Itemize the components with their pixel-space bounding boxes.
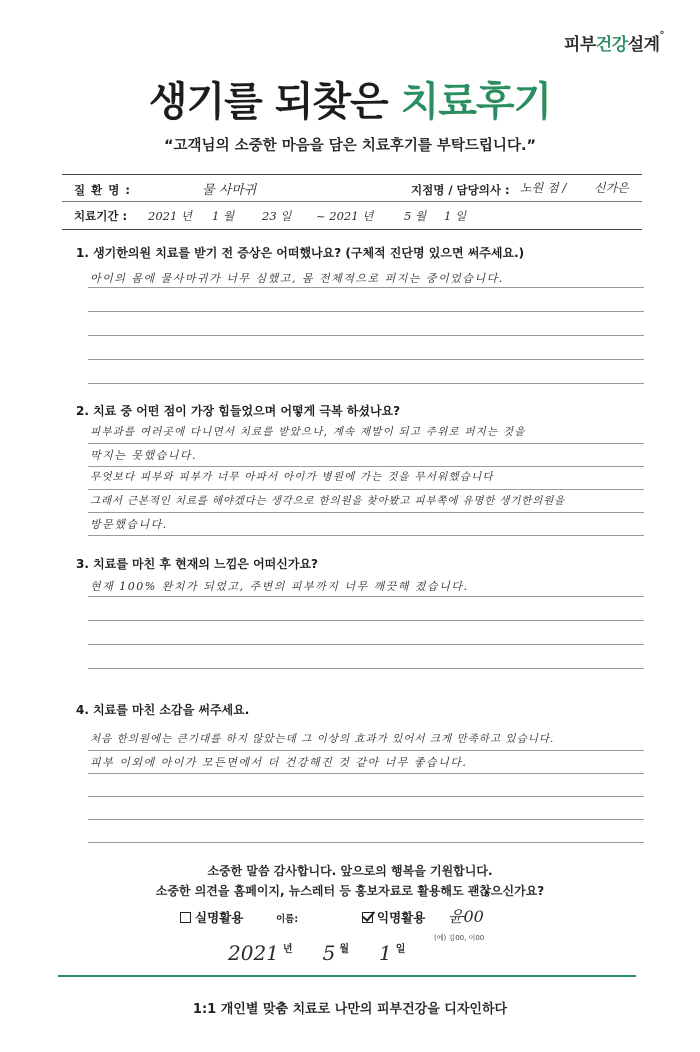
answer-4-line-2: 피부 이외에 아이가 모든면에서 더 건강해진 것 같아 너무 좋습니다. [90, 756, 468, 769]
title-highlight: 치료후기 [400, 79, 552, 125]
answer-rule [88, 535, 644, 536]
period-start-day: 23 일 [262, 209, 292, 223]
answer-rule [88, 644, 644, 645]
answer-rule [88, 489, 644, 490]
date-year: 2021 [228, 941, 279, 965]
question-2-label: 2. 치료 중 어떤 점이 가장 힘들었으며 어떻게 극복 하셨나요? [76, 404, 401, 418]
answer-rule [88, 596, 644, 597]
period-end-day: 1 일 [444, 209, 467, 223]
signature-name: 윤00 [448, 907, 484, 926]
date-unit-year: 년 [282, 944, 293, 955]
thanks-line-2: 소중한 의견을 홈페이지, 뉴스레터 등 홍보자료로 활용해도 괜찮으신가요? [155, 884, 545, 898]
answer-rule [88, 668, 644, 669]
answer-rule [88, 335, 644, 336]
answer-2-line-5: 방문했습니다. [90, 518, 168, 531]
answer-rule [88, 359, 644, 360]
brand-mark: ° [659, 30, 664, 41]
answer-2-line-4: 그래서 근본적인 치료를 해야겠다는 생각으로 한의원을 찾아봤고 피부쪽에 유명한 생기한의원을 [90, 495, 565, 507]
anonymous-label: 익명활용 [377, 910, 426, 925]
answer-rule [88, 842, 644, 843]
anonymous-checkbox-checked-icon[interactable] [362, 912, 373, 923]
info-row-period [66, 201, 640, 229]
answer-rule [88, 311, 644, 312]
brand-text: 피부 [563, 35, 596, 55]
page-subtitle: “고객님의 소중한 마음을 담은 치료후기를 부탁드립니다.” [164, 138, 536, 154]
signature-date [228, 940, 405, 965]
answer-4-line-1: 처음 한의원에는 큰기대를 하지 않았는데 그 이상의 효과가 있어서 크게 만족하고 있습니다. [90, 733, 555, 745]
real-name-label: 실명활용 [195, 910, 244, 925]
answer-2-line-2: 막지는 못했습니다. [90, 449, 198, 462]
answer-rule [88, 620, 644, 621]
date-month: 5 [322, 941, 336, 965]
title-plain: 생기를 되찾은 [148, 79, 401, 125]
answer-rule [88, 819, 644, 820]
answer-rule [88, 443, 644, 444]
answer-rule [88, 512, 644, 513]
anonymous-option[interactable] [362, 908, 425, 926]
name-label: 이름: [276, 914, 299, 925]
footer-slogan: 1:1 개인별 맞춤 치료로 나만의 피부건강을 디자인하다 [192, 1002, 508, 1017]
info-bottom-divider [62, 229, 642, 230]
page-title [0, 70, 700, 127]
thanks-line-1: 소중한 말씀 감사합니다. 앞으로의 행복을 기원합니다. [207, 864, 493, 878]
period-label: 치료기간 : [74, 209, 128, 223]
info-row-disease [66, 175, 640, 203]
answer-rule [88, 750, 644, 751]
answer-3-line-1: 현재 100% 완치가 되었고, 주변의 피부까지 너무 깨끗해 졌습니다. [90, 580, 469, 593]
question-3-label: 3. 치료를 마친 후 현재의 느낌은 어떠신가요? [76, 557, 319, 571]
period-end-prefix: ~ 2021 년 [316, 209, 374, 223]
footer-divider [58, 975, 636, 977]
disease-value: 물 사마귀 [202, 183, 257, 198]
brand-suffix: 설계 [627, 35, 660, 55]
real-name-checkbox[interactable] [180, 912, 191, 923]
question-4-label: 4. 치료를 마친 소감을 써주세요. [76, 703, 250, 717]
branch-value: 노원 점 / [520, 181, 567, 195]
answer-2-line-3: 무엇보다 피부와 피부가 너무 아파서 아이가 병원에 가는 것을 무서워했습니다 [90, 471, 494, 483]
answer-rule [88, 383, 644, 384]
brand-highlight: 건강 [595, 35, 628, 55]
example-note: (예) 김00, 이00 [434, 934, 485, 942]
period-end-month: 5 월 [404, 209, 427, 223]
doctor-value: 신가은 [594, 181, 629, 195]
date-day: 1 [378, 941, 392, 965]
real-name-option[interactable] [180, 908, 243, 926]
period-start-month: 1 월 [212, 209, 235, 223]
period-start-year: 2021 년 [148, 209, 193, 223]
date-unit-month: 월 [339, 944, 349, 955]
answer-rule [88, 287, 644, 288]
answer-rule [88, 466, 644, 467]
answer-rule [88, 796, 644, 797]
disease-label: 질 환 명 : [74, 183, 131, 197]
question-1-label: 1. 생기한의원 치료를 받기 전 증상은 어떠했나요? (구체적 진단명 있으면 써주세요.) [76, 246, 525, 260]
answer-1-line-1: 아이의 몸에 물사마귀가 너무 심했고, 몸 전체적으로 퍼지는 중이었습니다. [90, 272, 504, 285]
brand-logo [564, 30, 664, 55]
branch-label: 지점명 / 담당의사 : [411, 183, 510, 197]
answer-2-line-1: 피부과를 여러곳에 다니면서 치료를 받았으나, 계속 재발이 되고 주위로 퍼지는 것을 [90, 426, 526, 438]
answer-rule [88, 773, 644, 774]
date-unit-day: 일 [395, 944, 406, 955]
